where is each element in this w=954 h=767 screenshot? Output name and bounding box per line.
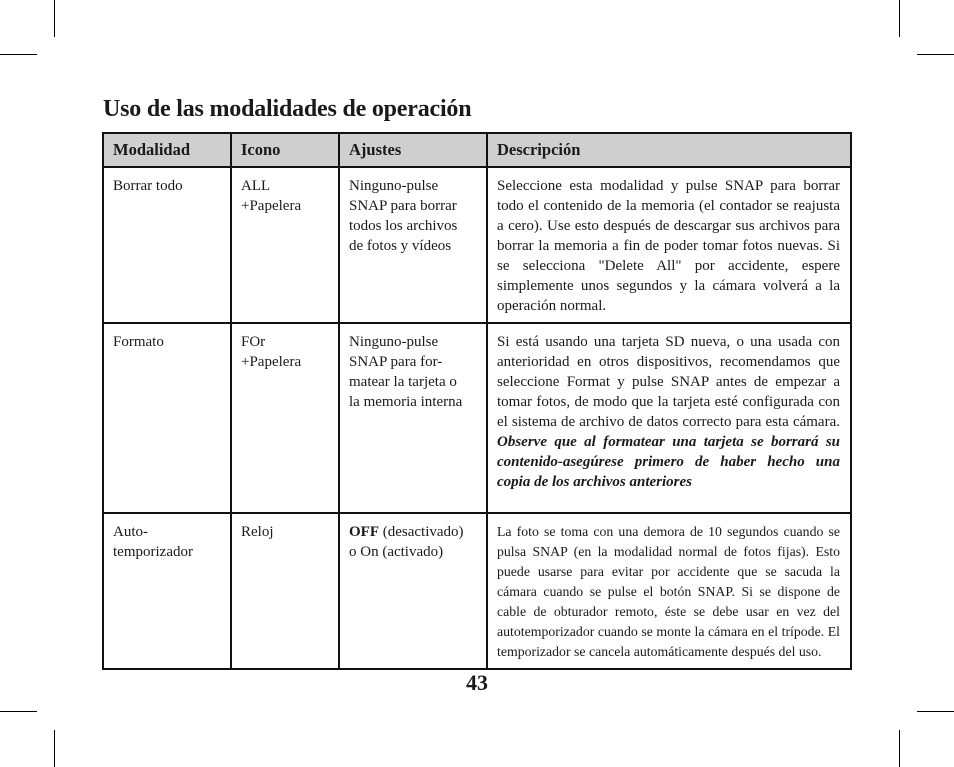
cell-descripcion: Seleccione esta modalidad y pulse SNAP para borrar todo el contenido de la memoria (el contador se reajusta a cero). Use esto después de descargar sus archivos para borrar la memoria a fin de poder tomar fotos nuevas. Si se selecciona "Delete All" por accidente, espere simplemente unos segundos y la cámara volverá a la operación normal. [487,167,851,323]
page-number: 43 [466,670,488,695]
page-title: Uso de las modalidades de operación [103,96,472,122]
cell-icono: ALL +Papelera [231,167,339,323]
cell-descripcion: La foto se toma con una demora de 10 segundos cuando se pulsa SNAP (en la modalidad normal de fotos fijas). Esto puede usarse para evitar por accidente que se sacuda la cámara cuando se pulse el botón SNAP. Si se dispone de cable de obturador remoto, éste se debe usar en vez del autotemporizador cuando se monte la cámara en el trípode. El temporizador se cancela automáticamente después del uso. [487,513,851,669]
crop-mark [0,711,37,712]
header-ajustes: Ajustes [339,133,487,167]
header-descripcion: Descripción [487,133,851,167]
cell-icono: Reloj [231,513,339,669]
cell-descripcion [487,323,851,513]
cell-modalidad: Borrar todo [103,167,231,323]
table-row [103,323,851,513]
description-text: Si está usando una tarjeta SD nueva, o una usada con anterioridad en otros dispositivos, recomendamos que seleccione Format y pulse SNAP antes de empezar a tomar fotos, de modo que la tarjeta esté configurada con el sistema de archivo de datos correcto para esta cámara. [497,334,840,430]
modes-table [102,132,852,670]
cell-ajustes [339,513,487,669]
crop-mark [54,0,55,37]
table-row [103,513,851,669]
header-modalidad: Modalidad [103,133,231,167]
cell-icono: FOr +Papelera [231,323,339,513]
crop-mark [54,730,55,767]
header-icono: Icono [231,133,339,167]
crop-mark [0,54,37,55]
crop-mark [917,54,954,55]
crop-mark [899,0,900,37]
table-row [103,167,851,323]
cell-ajustes: Ninguno-pulse SNAP para borrar todos los archivos de fotos y vídeos [339,167,487,323]
crop-mark [899,730,900,767]
format-warning-note: Observe que al formatear una tarjeta se borrará su contenido-asegúrese primero de haber hecho una copia de los archivos anteriores [497,434,840,490]
table-header-row [103,133,851,167]
cell-modalidad: Auto- temporizador [103,513,231,669]
setting-text: (desactivado) o On (activado) [349,524,464,560]
crop-mark [917,711,954,712]
cell-ajustes: Ninguno-pulse SNAP para for- matear la tarjeta o la memoria interna [339,323,487,513]
cell-modalidad: Formato [103,323,231,513]
setting-off-label: OFF [349,524,379,540]
